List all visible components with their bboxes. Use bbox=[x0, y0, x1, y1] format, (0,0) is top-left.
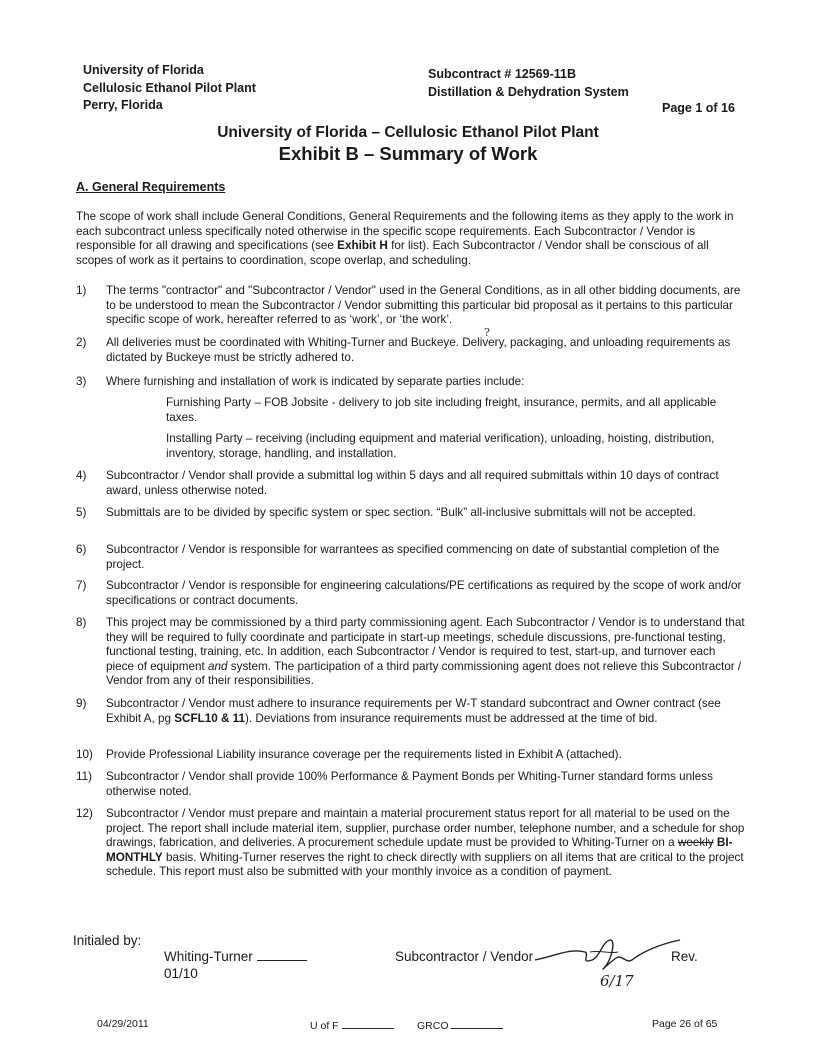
intro-paragraph bbox=[76, 210, 748, 268]
header-system: Distillation & Dehydration System bbox=[428, 84, 629, 99]
header-project: Cellulosic Ethanol Pilot Plant bbox=[83, 80, 256, 95]
item-number: 1) bbox=[76, 284, 87, 297]
section-heading: A. General Requirements bbox=[76, 180, 226, 194]
item-number: 5) bbox=[76, 506, 87, 519]
item-text: Subcontractor / Vendor shall provide 100% Performance & Payment Bonds per Whiting-Turner standard forms unless otherwise noted. bbox=[106, 770, 713, 798]
footer-grco-line bbox=[451, 1018, 503, 1029]
item-text-bold: SCFL10 & 11 bbox=[174, 711, 246, 725]
item-text bbox=[106, 807, 746, 880]
item-text: Subcontractor / Vendor shall provide a submittal log within 5 days and all required submittals within 10 days of contract award, unless otherwise noted. bbox=[106, 469, 719, 497]
initialed-by-label: Initialed by: bbox=[73, 933, 142, 948]
item-text: Subcontractor / Vendor is responsible for engineering calculations/PE certifications as required by the scope of work and/or specifications or contract documents. bbox=[106, 579, 742, 607]
item-number: 3) bbox=[76, 375, 87, 388]
item-number: 11) bbox=[76, 770, 93, 783]
rev-label: Rev. bbox=[671, 949, 698, 964]
whiting-turner-initial bbox=[164, 949, 307, 964]
item-text bbox=[106, 616, 746, 689]
intro-text-2: for list). Each Subcontractor / Vendor shall be conscious of all scopes of work as it pertains to coordination, scope overlap, and scheduling. bbox=[76, 239, 709, 267]
item-text: Subcontractor / Vendor is responsible for warrantees as specified commencing on date of substantial completion of the project. bbox=[106, 543, 720, 571]
item-number: 12) bbox=[76, 807, 93, 820]
item-number: 10) bbox=[76, 748, 93, 761]
item-text-italic: and bbox=[208, 659, 228, 673]
item-number: 2) bbox=[76, 336, 87, 349]
item-text-a: This project may be commissioned by a third party commissioning agent. Each Subcontractor / Vendor is to understand that they will be required to fully coordinate and participate in start-up meetings, schedule discussions, pre-functional testing, functional testing, training, etc. In addition, each Subcontractor / Vendor is required to test, start-up, and turnover each piece of equipment bbox=[106, 616, 745, 673]
whiting-turner-line bbox=[257, 950, 307, 961]
intro-text-1: The scope of work shall include General Conditions, General Requirements and the following items as they apply to the work in each subcontract unless specifically noted otherwise in the specific scope requirements. Each Subcontractor / Vendor is responsible for all drawing and specifications (see bbox=[76, 210, 734, 253]
footer-uof bbox=[310, 1018, 394, 1032]
intro-exhibit-ref: Exhibit H bbox=[337, 239, 388, 253]
footer-page: Page 26 of 65 bbox=[652, 1018, 718, 1030]
whiting-turner-label: Whiting-Turner bbox=[164, 949, 253, 964]
item-text: Submittals are to be divided by specific system or spec section. “Bulk” all-inclusive submittals will not be accepted. bbox=[106, 506, 696, 519]
header-page: Page 1 of 16 bbox=[662, 101, 735, 115]
subcontractor-label: Subcontractor / Vendor bbox=[395, 949, 534, 964]
item-number: 4) bbox=[76, 469, 87, 482]
item-number: 7) bbox=[76, 579, 87, 592]
item-text-b: system. The participation of a third party commissioning agent does not relieve this Subcontractor / Vendor from any of their responsibilities. bbox=[106, 659, 742, 688]
item-text-a: Subcontractor / Vendor must prepare and maintain a material procurement status report for all material to be used on the project. The report shall include material item, supplier, purchase order number, telephone number, and a schedule for shop drawings, fabrication, and deliveries. A procurement schedule update must be provided to Whiting-Turner on a bbox=[106, 807, 745, 850]
footer-grco-label: GRCO bbox=[417, 1020, 449, 1032]
item-text-bold: BI-MONTHLY bbox=[106, 836, 733, 864]
item-text: All deliveries must be coordinated with Whiting-Turner and Buckeye. Delivery, packaging, and unloading requirements as dictated by Buckeye must be strictly adhered to. bbox=[106, 336, 731, 364]
revision-date: 01/10 bbox=[164, 966, 198, 981]
header-left bbox=[83, 62, 256, 115]
handwritten-mark: ? bbox=[484, 326, 490, 339]
item-number: 8) bbox=[76, 616, 87, 629]
footer-date: 04/29/2011 bbox=[97, 1018, 149, 1030]
header-org: University of Florida bbox=[83, 63, 204, 77]
signature-stroke bbox=[535, 940, 680, 969]
item-text: Where furnishing and installation of work is indicated by separate parties include: bbox=[106, 375, 525, 388]
item-text: Provide Professional Liability insurance coverage per the requirements listed in Exhibit A (attached). bbox=[106, 748, 622, 761]
item-text-b: ). Deviations from insurance requirements must be addressed at the time of bid. bbox=[245, 711, 658, 725]
item-text bbox=[106, 697, 746, 726]
header-subcontract: Subcontract # 12569-11B bbox=[428, 67, 576, 81]
footer-grco bbox=[417, 1018, 503, 1032]
doc-subtitle: Exhibit B – Summary of Work bbox=[278, 143, 538, 164]
header-right bbox=[428, 66, 629, 101]
item3-furnishing: Furnishing Party – FOB Jobsite - delivery to job site including freight, insurance, permits, and all applicable taxes. bbox=[166, 396, 717, 424]
handwritten-date: 6/17 bbox=[600, 972, 634, 990]
item-text-b: basis. Whiting-Turner reserves the right to check directly with suppliers on all items that are critical to the project schedule. This report must also be submitted with your monthly invoice as a condition of payment. bbox=[106, 850, 744, 879]
item-number: 6) bbox=[76, 543, 87, 556]
item-text: The terms "contractor" and "Subcontractor / Vendor" used in the General Conditions, as in all other bidding documents, are to be understood to mean the Subcontractor / Vendor submitting this particular bid proposal as it pertains to this particular specific scope of work, hereafter referred to as ‘work’, or ‘the work’. bbox=[106, 284, 741, 327]
item-text-a: Subcontractor / Vendor must adhere to insurance requirements per W-T standard subcontract and Owner contract (see Exhibit A, pg bbox=[106, 697, 721, 725]
doc-title: University of Florida – Cellulosic Ethanol Pilot Plant bbox=[217, 124, 599, 141]
footer-uof-label: U of F bbox=[310, 1020, 339, 1032]
header-location: Perry, Florida bbox=[83, 98, 163, 112]
item3-installing: Installing Party – receiving (including equipment and material verification), unloading, hoisting, distribution, inventory, storage, handling, and installation. bbox=[166, 432, 715, 460]
item-number: 9) bbox=[76, 697, 87, 710]
signature-underline bbox=[590, 951, 618, 952]
footer-uof-line bbox=[342, 1018, 394, 1029]
item-text-struck: weekly bbox=[677, 836, 714, 850]
